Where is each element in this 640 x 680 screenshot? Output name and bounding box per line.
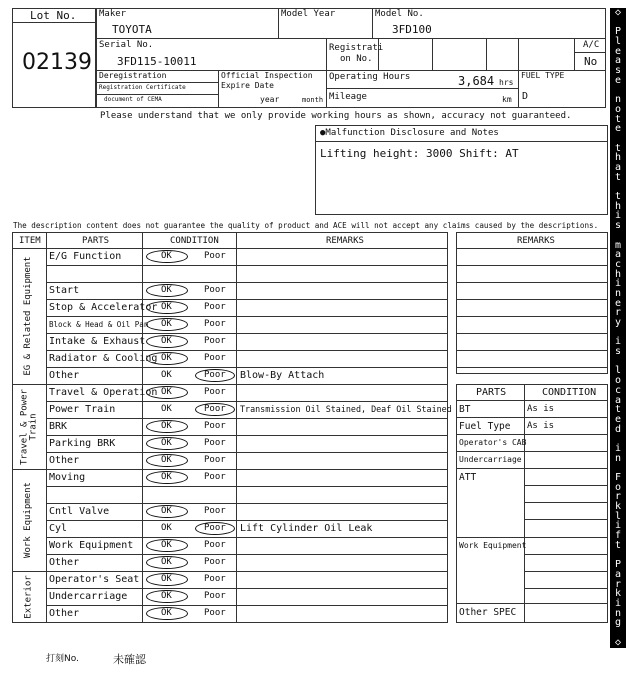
mileage-unit: km	[502, 95, 512, 104]
spec-condition: As is	[527, 404, 555, 414]
spec-part: Operator's CAB	[459, 438, 527, 447]
row-part: Other	[49, 370, 80, 381]
ok-selected-oval	[146, 420, 188, 433]
group-label: Travel & Power Train	[18, 388, 38, 465]
condition-ok[interactable]: OK	[161, 302, 172, 312]
condition-poor[interactable]: Poor	[204, 251, 226, 261]
ac-label: A/C	[583, 40, 600, 50]
condition-ok[interactable]: OK	[161, 455, 172, 465]
condition-ok[interactable]: OK	[161, 591, 172, 601]
row-part: E/G Function	[49, 251, 122, 262]
cema-label: document of CEMA	[104, 96, 162, 103]
condition-poor[interactable]: Poor	[204, 557, 226, 567]
condition-poor[interactable]: Poor	[204, 370, 226, 380]
inspection-label-1: Official Inspection	[221, 71, 313, 80]
row-part: Moving	[49, 472, 86, 483]
ok-selected-oval	[146, 250, 188, 263]
row-part: Cntl Valve	[49, 506, 110, 517]
ok-selected-oval	[146, 318, 188, 331]
row-part: Work Equipment	[49, 540, 134, 551]
row-part: BRK	[49, 421, 68, 432]
lot-number: 02139	[22, 50, 92, 75]
condition-poor[interactable]: Poor	[204, 319, 226, 329]
group-label: Work Equipment	[23, 482, 34, 558]
row-part: Other	[49, 455, 80, 466]
year-label: year	[260, 95, 280, 104]
ok-selected-oval	[146, 471, 188, 484]
condition-poor[interactable]: Poor	[204, 574, 226, 584]
poor-selected-oval	[195, 403, 235, 416]
row-remark: Lift Cylinder Oil Leak	[240, 523, 373, 534]
row-part: Travel & Operation	[49, 387, 158, 398]
condition-ok[interactable]: OK	[161, 319, 172, 329]
registration-label-2: on No.	[340, 54, 373, 64]
maker-label: Maker	[99, 9, 127, 19]
header-remarks: REMARKS	[326, 236, 364, 246]
row-part: Operator's Seat	[49, 574, 140, 585]
group-label: EG & Related Equipment	[23, 256, 34, 376]
row-remark: Transmission Oil Stained, Deaf Oil Stained	[240, 404, 452, 414]
ok-selected-oval	[146, 505, 188, 518]
registration-label-1: Registrati	[329, 43, 384, 53]
ok-selected-oval	[146, 539, 188, 552]
malfunction-box	[315, 125, 608, 215]
deregistration-label: Deregistration	[99, 71, 167, 80]
side-notice-text: ◇ P l e a s e n o t e t h a t t h i s m a c h i n e r y i s l o c a t e d i n F o r k l i f t P a r k i n g ◇	[614, 8, 622, 648]
condition-ok[interactable]: OK	[161, 472, 172, 482]
hours-unit: hrs	[499, 78, 514, 87]
maker-value: TOYOTA	[112, 23, 152, 36]
spec-condition-header: CONDITION	[542, 387, 597, 398]
header-condition: CONDITION	[170, 236, 219, 246]
ok-selected-oval	[146, 573, 188, 586]
ok-selected-oval	[146, 386, 188, 399]
stamp-label: 打刻No.	[46, 654, 79, 664]
row-part: Other	[49, 608, 80, 619]
side-notice	[610, 8, 626, 648]
lot-label: Lot No.	[30, 9, 77, 22]
ok-selected-oval	[146, 454, 188, 467]
condition-ok[interactable]: OK	[161, 421, 172, 431]
month-label: month	[302, 96, 324, 104]
condition-ok[interactable]: OK	[161, 404, 172, 414]
condition-poor[interactable]: Poor	[204, 302, 226, 312]
spec-part: Undercarriage	[459, 455, 522, 464]
condition-poor[interactable]: Poor	[204, 387, 226, 397]
condition-poor[interactable]: Poor	[204, 472, 226, 482]
row-part: Stop & Accelerator	[49, 302, 158, 313]
spec-part: BT	[459, 404, 471, 415]
condition-poor[interactable]: Poor	[204, 285, 226, 295]
condition-poor[interactable]: Poor	[204, 455, 226, 465]
header-parts: PARTS	[82, 236, 110, 246]
row-part: Start	[49, 285, 80, 296]
poor-selected-oval	[195, 369, 235, 382]
serial-value: 3FD115-10011	[117, 55, 197, 68]
condition-ok[interactable]: OK	[161, 540, 172, 550]
model-no-label: Model No.	[375, 9, 424, 19]
spec-part: Other SPEC	[459, 607, 517, 618]
model-no-value: 3FD100	[392, 23, 432, 36]
condition-ok[interactable]: OK	[161, 557, 172, 567]
row-part: Intake & Exhaust	[49, 336, 146, 347]
condition-ok[interactable]: OK	[161, 387, 172, 397]
condition-poor[interactable]: Poor	[204, 353, 226, 363]
malfunction-text: Lifting height: 3000 Shift: AT	[320, 147, 519, 160]
condition-ok[interactable]: OK	[161, 438, 172, 448]
condition-poor[interactable]: Poor	[204, 336, 226, 346]
right-remarks-header: REMARKS	[517, 236, 555, 246]
row-part: Parking BRK	[49, 438, 116, 449]
registration-certificate-label: Registration Certificate	[99, 84, 186, 91]
inspection-label-2: Expire Date	[221, 81, 274, 90]
condition-poor[interactable]: Poor	[204, 438, 226, 448]
condition-ok[interactable]: OK	[161, 608, 172, 618]
spec-part: ATT	[459, 472, 477, 483]
stamp-value: 未確認	[113, 653, 146, 666]
condition-ok[interactable]: OK	[161, 523, 172, 533]
row-part: Undercarriage	[49, 591, 128, 602]
ok-selected-oval	[146, 301, 188, 314]
hours-value: 3,684	[458, 74, 495, 88]
ok-selected-oval	[146, 284, 188, 297]
spec-condition: As is	[527, 421, 555, 431]
row-part: Power Train	[49, 404, 116, 415]
condition-ok[interactable]: OK	[161, 251, 172, 261]
condition-ok[interactable]: OK	[161, 370, 172, 380]
condition-poor[interactable]: Poor	[204, 608, 226, 618]
poor-selected-oval	[195, 522, 235, 535]
row-part: Block & Head & Oil Pan	[49, 320, 149, 329]
fuel-type-label: FUEL TYPE	[521, 71, 565, 80]
condition-ok[interactable]: OK	[161, 336, 172, 346]
hours-label: Operating Hours	[329, 72, 411, 82]
ac-value: No	[584, 55, 598, 68]
row-part: Other	[49, 557, 80, 568]
row-part: Cyl	[49, 523, 68, 534]
serial-label: Serial No.	[99, 40, 154, 50]
spec-part: Fuel Type	[459, 421, 511, 432]
ok-selected-oval	[146, 590, 188, 603]
group-label: Exterior	[23, 574, 34, 619]
row-remark: Blow-By Attach	[240, 370, 325, 381]
condition-poor[interactable]: Poor	[204, 404, 226, 414]
mileage-label: Mileage	[329, 92, 367, 102]
ok-selected-oval	[146, 352, 188, 365]
header-item: ITEM	[19, 236, 41, 246]
spec-part: Work Equipment	[459, 541, 527, 550]
row-part: Radiator & Cooling	[49, 353, 158, 364]
condition-poor[interactable]: Poor	[204, 506, 226, 516]
condition-poor[interactable]: Poor	[204, 540, 226, 550]
condition-ok[interactable]: OK	[161, 353, 172, 363]
condition-poor[interactable]: Poor	[204, 421, 226, 431]
condition-ok[interactable]: OK	[161, 506, 172, 516]
ok-selected-oval	[146, 437, 188, 450]
ok-selected-oval	[146, 607, 188, 620]
condition-poor[interactable]: Poor	[204, 591, 226, 601]
disclaimer: The description content does not guarantee the quality of product and ACE will not accept any claims caused by the descriptions.	[13, 221, 599, 230]
condition-ok[interactable]: OK	[161, 285, 172, 295]
condition-ok[interactable]: OK	[161, 574, 172, 584]
ok-selected-oval	[146, 335, 188, 348]
hours-notice: Please understand that we only provide working hours as shown, accuracy not guaranteed.	[100, 111, 572, 121]
condition-poor[interactable]: Poor	[204, 523, 226, 533]
fuel-type-value: D	[522, 91, 529, 102]
ok-selected-oval	[146, 556, 188, 569]
malfunction-title: ●Malfunction Disclosure and Notes	[320, 128, 499, 138]
spec-parts-header: PARTS	[476, 387, 507, 398]
model-year-label: Model Year	[281, 9, 336, 19]
